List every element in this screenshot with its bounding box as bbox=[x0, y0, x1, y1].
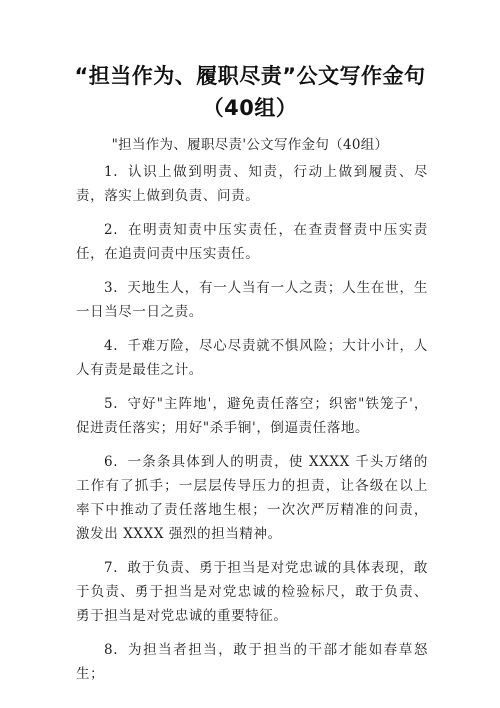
list-item bbox=[76, 556, 428, 628]
list-item bbox=[76, 638, 428, 686]
list-item bbox=[76, 334, 428, 382]
list-item bbox=[76, 392, 428, 440]
item-text: 在明责知责中压实责任，在查责督责中压实责任，在追责问责中压实责任。 bbox=[76, 222, 428, 262]
item-number: 8. bbox=[104, 642, 119, 658]
item-text: 一条条具体到人的明责，使 XXXX 千头万绪的工作有了抓手；一层层传导压力的担责，让各级在以上率下中推动了责任落地生根；一次次严厉精准的问责，激发出 XXXX 强烈的担当精神。 bbox=[76, 454, 428, 542]
item-number: 6. bbox=[104, 454, 119, 470]
item-number: 4. bbox=[104, 338, 119, 354]
list-item bbox=[76, 218, 428, 266]
document-title-count: （40组） bbox=[202, 96, 298, 120]
item-number: 2. bbox=[104, 222, 119, 238]
document-body bbox=[76, 160, 428, 696]
item-number: 3. bbox=[104, 280, 119, 296]
list-item bbox=[76, 450, 428, 546]
item-number: 7. bbox=[104, 560, 119, 576]
document-subtitle: "担当作为、履职尽责'公文写作金句（40组） bbox=[111, 137, 389, 153]
item-text: 千难万险，尽心尽责就不惧风险；大计小计，人人有责是最佳之计。 bbox=[76, 338, 428, 378]
item-text: 为担当者担当，敢于担当的干部才能如春草怒生； bbox=[76, 642, 428, 682]
item-number: 5. bbox=[104, 396, 119, 412]
item-text: 天地生人，有一人当有一人之责；人生在世，生一日当尽一日之责。 bbox=[76, 280, 428, 320]
document-title: “担当作为、履职尽责”公文写作金句 bbox=[74, 64, 426, 88]
list-item bbox=[76, 276, 428, 324]
item-number: 1. bbox=[104, 164, 119, 180]
item-text: 认识上做到明责、知责，行动上做到履责、尽责，落实上做到负责、问责。 bbox=[76, 164, 428, 204]
item-text: 敢于负责、勇于担当是对党忠诚的具体表现，敢于负责、勇于担当是对党忠诚的检验标尺，敢于负责、勇于担当是对党忠诚的重要特征。 bbox=[76, 560, 428, 624]
item-text: 守好"主阵地'，避免责任落空；织密"铁笼子'，促进责任落实；用好"杀手锏'，倒逼责任落地。 bbox=[76, 396, 428, 436]
list-item bbox=[76, 160, 428, 208]
